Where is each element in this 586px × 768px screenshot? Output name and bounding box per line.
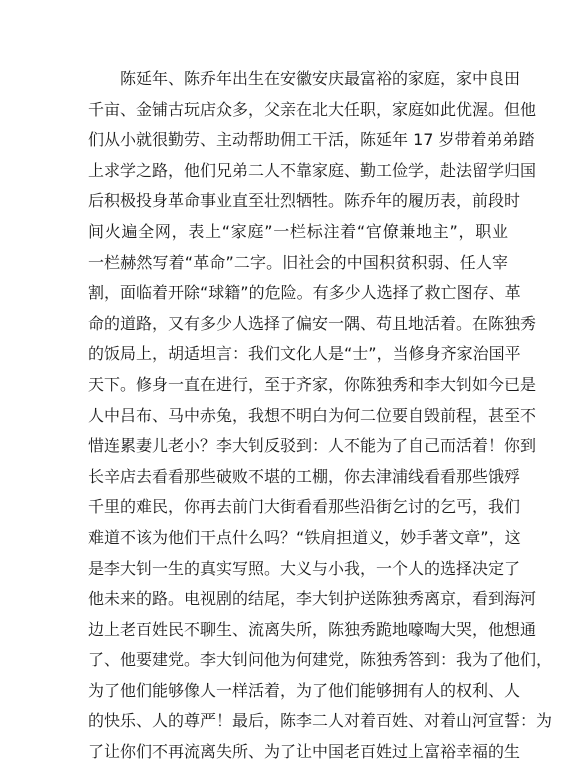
text-line: 的饭局上，胡适坦言：我们文化人是“士”，当修身齐家治国平 — [88, 344, 521, 364]
text-line: 命的道路，又有多少人选择了偏安一隅、苟且地活着。在陈独秀 — [88, 313, 537, 333]
text-line: 惜连累妻儿老小？李大钊反驳到：人不能为了自己而活着！你到 — [88, 436, 537, 456]
text-line: 千亩、金铺古玩店众多，父亲在北大任职，家庭如此优渥。但他 — [88, 99, 537, 119]
text-line: 了让你们不再流离失所、为了让中国老百姓过上富裕幸福的生 — [88, 742, 521, 762]
text-line: 一栏赫然写着“革命”二字。旧社会的中国积贫积弱、任人宰 — [88, 252, 508, 272]
text-line: 他未来的路。电视剧的结尾，李大钊护送陈独秀离京，看到海河 — [88, 589, 537, 609]
text-line: 难道不该为他们干点什么吗？“铁肩担道义，妙手著文章”，这 — [88, 527, 521, 547]
text-line: 后积极投身革命事业直至壮烈牺牲。陈乔年的履历表，前段时 — [88, 191, 521, 211]
text-line: 的快乐、人的尊严！最后，陈李二人对着百姓、对着山河宣誓：为 — [88, 711, 553, 731]
text-line: 们从小就很勤劳、主动帮助佣工干活，陈延年 17 岁带着弟弟踏 — [88, 130, 535, 150]
text-line: 是李大钊一生的真实写照。大义与小我，一个人的选择决定了 — [88, 558, 521, 578]
text-line: 上求学之路，他们兄弟二人不靠家庭、勤工俭学，赴法留学归国 — [88, 160, 537, 180]
text-line: 长辛店去看看那些破败不堪的工棚，你去津浦线看看那些饿殍 — [88, 466, 521, 486]
text-line: 陈延年、陈乔年出生在安徽安庆最富裕的家庭，家中良田 — [120, 69, 521, 88]
body-paragraph — [88, 64, 553, 768]
text-line: 边上老百姓民不聊生、流离失所，陈独秀跪地嚎啕大哭，他想通 — [88, 619, 537, 639]
text-line: 人中吕布、马中赤兔，我想不明白为何二位要自毁前程，甚至不 — [88, 405, 537, 425]
text-line: 天下。修身一直在进行，至于齐家，你陈独秀和李大钊如今已是 — [88, 374, 537, 394]
text-line: 为了他们能够像人一样活着，为了他们能够拥有人的权利、人 — [88, 680, 521, 700]
text-line: 千里的难民，你再去前门大街看看那些沿街乞讨的乞丐，我们 — [88, 497, 521, 517]
text-line: 割，面临着开除“球籍”的危险。有多少人选择了救亡图存、革 — [88, 283, 521, 303]
text-line: 间火遍全网，表上“家庭”一栏标注着“官僚兼地主”，职业 — [88, 221, 508, 241]
text-line: 了、他要建党。李大钊问他为何建党，陈独秀答到：我为了他们， — [88, 650, 553, 670]
